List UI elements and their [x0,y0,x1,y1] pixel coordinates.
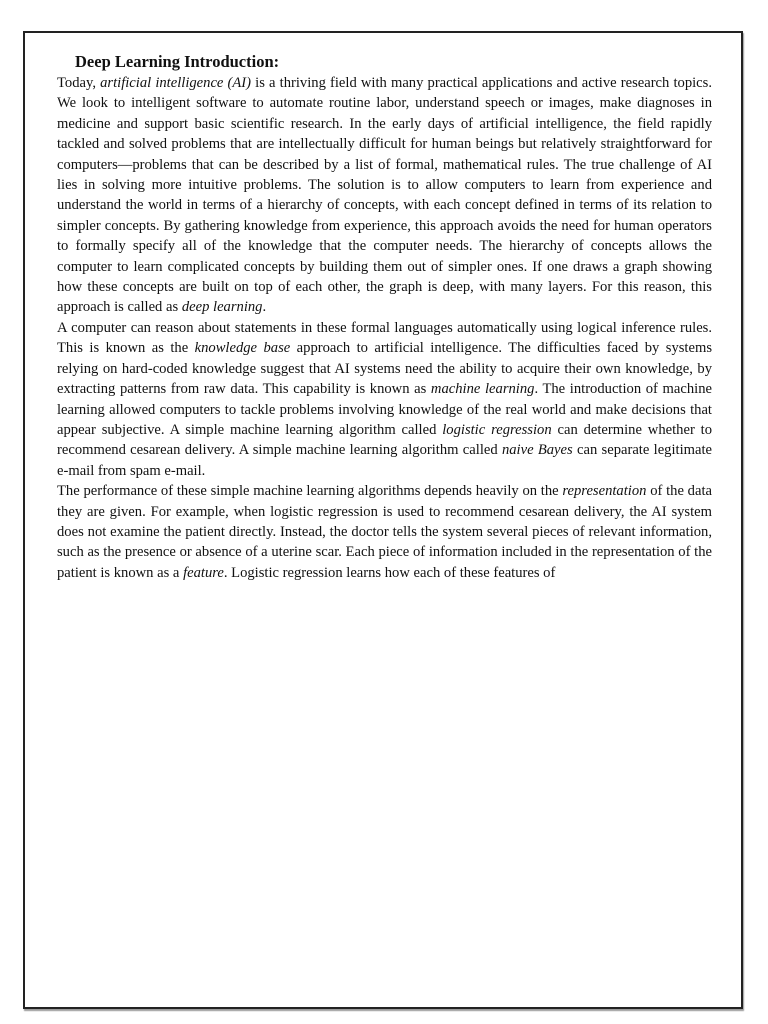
italic-term: logistic regression [442,421,552,438]
italic-term: machine learning [430,381,535,398]
paragraph-intro [57,73,712,318]
italic-term: representation [562,483,647,500]
text-run: can determine whether to recommend cesarean delivery. A simple machine learning algorithm called [57,421,713,459]
italic-term: artificial intelligence (AI) [100,75,252,91]
text-run: . Logistic regression learns how each of these features of [223,564,556,581]
italic-term: feature [183,564,224,581]
document-page [23,31,743,1009]
italic-term: naive Bayes [501,442,573,459]
paragraph-representation [57,481,712,583]
text-run: can separate legitimate e-mail from spam e-mail. [57,442,712,479]
document-body [57,51,712,583]
document-title: Deep Learning Introduction: [75,52,280,71]
italic-term: deep learning [181,299,263,316]
text-run: . The introduction of machine learning allowed computers to tackle problems involving knowledge of the real world and make decisions that appear subjective. A simple machine learning algorithm called [57,381,712,438]
text-run: of the data they are given. For example, when logistic regression is used to recommend cesarean delivery, the AI system does not examine the patient directly. Instead, the doctor tells the system several pieces of relevant information, such as the presence or absence of a uterine scar. Each piece of information included in the representation of the patient is known as a [57,483,712,581]
text-run: is a thriving field with many practical applications and active research topics. We look to intelligent software to automate routine labor, understand speech or images, make diagnoses in medicine and support basic scientific research. In the early days of artificial intelligence, the field rapidly tackled and solved problems that are intellectually difficult for human beings but relatively straightforward for computers—problems that can be described by a list of formal, mathematical rules. The true challenge of AI lies in solving more intuitive problems. The solution is to allow computers to learn from experience and understand the world in terms of a hierarchy of concepts, with each concept defined in terms of its relation to simpler concepts. By gathering knowledge from experience, this approach avoids the need for human operators to formally specify all of the knowledge that the computer needs. The hierarchy of concepts allows the computer to learn complicated concepts by building them out of simpler ones. If one draws a graph showing how these concepts are built on top of each other, the graph is deep, with many layers. For this reason, this approach is called as [57,75,712,316]
text-run: Today, [57,75,101,91]
text-run: . [262,299,267,316]
text-run: The performance of these simple machine learning algorithms depends heavily on the [57,483,563,500]
italic-term: knowledge base [194,340,291,357]
text-run: A computer can reason about statements in these formal languages automatically using logical inference rules. This is known as the [57,319,712,357]
paragraph-knowledge-base [57,318,712,481]
text-run: approach to artificial intelligence. The difficulties faced by systems relying on hard-coded knowledge suggest that AI systems need the ability to acquire their own knowledge, by extracting patterns from raw data. This capability is known as [57,340,712,398]
